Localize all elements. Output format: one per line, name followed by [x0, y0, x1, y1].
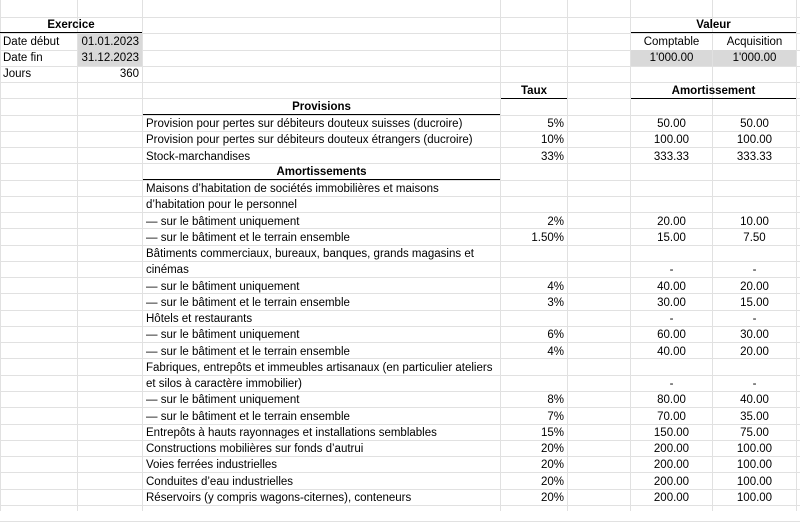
row-comptable-cell[interactable]: 20.00	[657, 216, 686, 228]
acquisition-value-cell[interactable]: 1'000.00	[713, 50, 796, 66]
row-acquisition-cell[interactable]	[713, 165, 796, 181]
row-comptable-cell[interactable]: 200.00	[653, 492, 690, 504]
row-label-cell[interactable]: Maisons d’habitation de sociétés immobilières et maisons	[146, 183, 439, 195]
row-label-cell[interactable]: — sur le bâtiment uniquement	[146, 281, 300, 293]
row-comptable-cell[interactable]	[631, 197, 712, 213]
row-comptable-cell[interactable]	[631, 360, 712, 376]
taux-header: Taux	[501, 83, 567, 99]
row-acquisition-cell[interactable]: 100.00	[736, 476, 773, 488]
row-acquisition-cell[interactable]	[713, 360, 796, 376]
row-taux-cell[interactable]: 8%	[547, 394, 564, 406]
row-comptable-cell[interactable]: 100.00	[653, 134, 690, 146]
row-label-cell[interactable]: Conduites d’eau industrielles	[146, 476, 294, 488]
provisions-header: Provisions	[143, 99, 500, 115]
row-acquisition-cell[interactable]: 100.00	[736, 459, 773, 471]
row-taux-cell[interactable]: 20%	[540, 459, 564, 471]
row-label-cell[interactable]: — sur le bâtiment uniquement	[146, 394, 300, 406]
row-acquisition-cell[interactable]: 30.00	[740, 329, 769, 341]
row-comptable-cell[interactable]: 60.00	[657, 329, 686, 341]
row-comptable-cell[interactable]: 70.00	[657, 411, 686, 423]
row-taux-cell[interactable]	[501, 165, 567, 181]
comptable-label: Comptable	[643, 36, 700, 48]
date-fin-cell[interactable]: 31.12.2023	[78, 50, 142, 66]
row-acquisition-cell[interactable]: 100.00	[736, 134, 773, 146]
row-comptable-cell[interactable]: 200.00	[653, 476, 690, 488]
row-comptable-cell[interactable]: 15.00	[657, 232, 686, 244]
row-comptable-cell[interactable]: -	[669, 313, 674, 325]
row-label-cell[interactable]: Constructions mobilières sur fonds d’autrui	[146, 443, 364, 455]
row-acquisition-cell[interactable]: 7.50	[743, 232, 766, 244]
row-label-cell[interactable]: Bâtiments commerciaux, bureaux, banques, grands magasins et	[146, 248, 474, 260]
row-label-cell[interactable]: Hôtels et restaurants	[146, 313, 253, 325]
row-label-cell[interactable]: et silos à caractère immobilier)	[146, 378, 302, 390]
row-comptable-cell[interactable]: 80.00	[657, 394, 686, 406]
row-comptable-cell[interactable]: 333.33	[653, 151, 690, 163]
row-taux-cell[interactable]: 3%	[547, 297, 564, 309]
row-taux-cell[interactable]: 15%	[540, 427, 564, 439]
row-comptable-cell[interactable]: 150.00	[653, 427, 690, 439]
row-label-cell[interactable]: d’habitation pour le personnel	[146, 199, 297, 211]
row-label-cell[interactable]: Voies ferrées industrielles	[146, 459, 278, 471]
row-comptable-cell[interactable]	[631, 246, 712, 262]
row-acquisition-cell[interactable]	[713, 246, 796, 262]
row-comptable-cell[interactable]	[631, 181, 712, 197]
row-label-cell[interactable]: Entrepôts à hauts rayonnages et installations semblables	[146, 427, 437, 439]
row-label-cell[interactable]: Provision pour pertes sur débiteurs douteux suisses (ducroire)	[146, 118, 463, 130]
row-taux-cell[interactable]	[501, 262, 567, 278]
row-acquisition-cell[interactable]: -	[752, 378, 757, 390]
row-taux-cell[interactable]: 4%	[547, 281, 564, 293]
row-taux-cell[interactable]	[501, 311, 567, 327]
row-taux-cell[interactable]: 20%	[540, 476, 564, 488]
row-label-cell[interactable]: — sur le bâtiment et le terrain ensemble	[146, 232, 350, 244]
row-label-cell[interactable]: — sur le bâtiment et le terrain ensemble	[146, 297, 350, 309]
row-acquisition-cell[interactable]: 75.00	[740, 427, 769, 439]
grid-vline	[567, 0, 568, 511]
row-acquisition-cell[interactable]: 40.00	[740, 394, 769, 406]
row-comptable-cell[interactable]: 40.00	[657, 346, 686, 358]
row-taux-cell[interactable]	[501, 360, 567, 376]
jours-label: Jours	[3, 68, 32, 80]
jours-cell[interactable]: 360	[119, 68, 139, 80]
row-label-cell[interactable]	[143, 165, 500, 181]
row-label-cell[interactable]: Fabriques, entrepôts et immeubles artisanaux (en particulier ateliers	[146, 362, 493, 374]
row-acquisition-cell[interactable]: -	[752, 264, 757, 276]
row-acquisition-cell[interactable]: 20.00	[740, 281, 769, 293]
row-label-cell[interactable]: Stock-marchandises	[146, 151, 251, 163]
date-debut-cell[interactable]: 01.01.2023	[78, 34, 142, 50]
acquisition-label: Acquisition	[726, 36, 783, 48]
row-comptable-cell[interactable]: -	[669, 378, 674, 390]
valeur-title: Valeur	[631, 17, 796, 33]
row-taux-cell[interactable]: 10%	[540, 134, 564, 146]
row-acquisition-cell[interactable]: 35.00	[740, 411, 769, 423]
row-label-cell[interactable]: — sur le bâtiment uniquement	[146, 329, 300, 341]
row-label-cell[interactable]: Réservoirs (y compris wagons-citernes), conteneurs	[146, 492, 412, 504]
row-taux-cell[interactable]: 6%	[547, 329, 564, 341]
row-acquisition-cell[interactable]	[713, 197, 796, 213]
row-label-cell[interactable]: cinémas	[146, 264, 189, 276]
row-comptable-cell[interactable]: 200.00	[653, 459, 690, 471]
row-taux-cell[interactable]	[501, 181, 567, 197]
row-comptable-cell[interactable]: 40.00	[657, 281, 686, 293]
row-taux-cell[interactable]: 20%	[540, 492, 564, 504]
row-taux-cell[interactable]	[501, 197, 567, 213]
row-acquisition-cell[interactable]: 15.00	[740, 297, 769, 309]
row-acquisition-cell[interactable]: 20.00	[740, 346, 769, 358]
row-taux-cell[interactable]	[501, 376, 567, 392]
row-acquisition-cell[interactable]: 100.00	[736, 492, 773, 504]
row-label-cell[interactable]: — sur le bâtiment et le terrain ensemble	[146, 411, 350, 423]
grid-vline	[796, 0, 797, 511]
row-acquisition-cell[interactable]: 50.00	[740, 118, 769, 130]
exercice-title: Exercice	[0, 17, 142, 33]
row-taux-cell[interactable]: 7%	[547, 411, 564, 423]
amortissements-header: Amortissements	[143, 164, 500, 180]
row-taux-cell[interactable]: 1.50%	[531, 232, 564, 244]
row-label-cell[interactable]: — sur le bâtiment uniquement	[146, 216, 300, 228]
row-acquisition-cell[interactable]	[713, 181, 796, 197]
row-acquisition-cell[interactable]: 100.00	[736, 443, 773, 455]
row-taux-cell[interactable]: 2%	[547, 216, 564, 228]
row-taux-cell[interactable]: 20%	[540, 443, 564, 455]
date-fin-label: Date fin	[3, 52, 43, 64]
row-acquisition-cell[interactable]: 10.00	[740, 216, 769, 228]
amortissement-header: Amortissement	[631, 83, 796, 99]
row-taux-cell[interactable]	[501, 246, 567, 262]
row-label-cell[interactable]: Provision pour pertes sur débiteurs douteux étrangers (ducroire)	[146, 134, 473, 146]
date-debut-label: Date début	[3, 36, 60, 48]
row-acquisition-cell[interactable]: -	[752, 313, 757, 325]
row-taux-cell[interactable]: 4%	[547, 346, 564, 358]
row-taux-cell[interactable]: 33%	[540, 151, 564, 163]
row-comptable-cell[interactable]: 30.00	[657, 297, 686, 309]
row-acquisition-cell[interactable]: 333.33	[736, 151, 773, 163]
row-taux-cell[interactable]: 5%	[547, 118, 564, 130]
row-label-cell[interactable]: — sur le bâtiment et le terrain ensemble	[146, 346, 350, 358]
row-comptable-cell[interactable]	[631, 165, 712, 181]
comptable-value-cell[interactable]: 1'000.00	[631, 50, 712, 66]
row-comptable-cell[interactable]: 200.00	[653, 443, 690, 455]
row-comptable-cell[interactable]: 50.00	[657, 118, 686, 130]
row-comptable-cell[interactable]: -	[669, 264, 674, 276]
